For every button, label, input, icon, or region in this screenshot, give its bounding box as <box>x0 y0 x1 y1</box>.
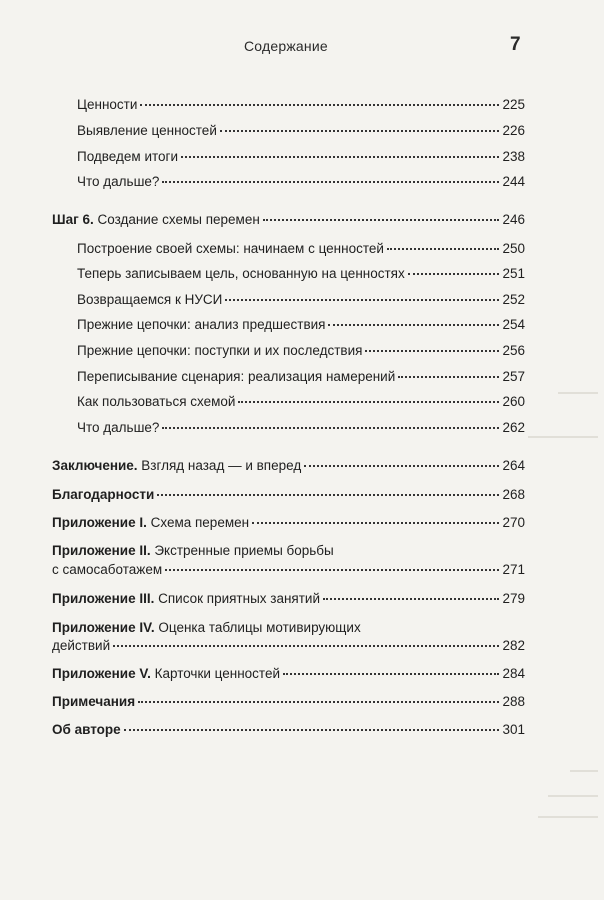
toc-page-number: 246 <box>502 212 525 227</box>
toc-entry-chapter[interactable]: действий 282 <box>52 638 525 653</box>
show-through-mark <box>548 795 598 797</box>
toc-page-number: 262 <box>502 420 525 435</box>
dot-leader <box>162 427 499 429</box>
toc-entry[interactable]: Как пользоваться схемой 260 <box>77 394 525 409</box>
running-head: Содержание <box>244 38 328 54</box>
toc-page-number: 257 <box>502 369 525 384</box>
toc-page-number: 254 <box>502 317 525 332</box>
dot-leader <box>181 156 499 158</box>
toc-page-number: 279 <box>502 591 525 606</box>
toc-entry[interactable]: Что дальше? 262 <box>77 420 525 435</box>
toc-entry[interactable]: Выявление ценностей 226 <box>77 123 525 138</box>
show-through-mark <box>528 436 598 438</box>
dot-leader <box>323 598 499 600</box>
dot-leader <box>113 645 499 647</box>
dot-leader <box>162 181 499 183</box>
toc-entry[interactable]: Переписывание сценария: реализация намерений 257 <box>77 369 525 384</box>
toc-entry-chapter[interactable]: Приложение V. Карточки ценностей 284 <box>52 666 525 681</box>
show-through-mark <box>558 392 598 394</box>
dot-leader <box>157 494 499 496</box>
toc-page-number: 251 <box>502 266 525 281</box>
toc-page-number: 301 <box>502 722 525 737</box>
toc-page-number: 284 <box>502 666 525 681</box>
toc-page-number: 264 <box>502 458 525 473</box>
toc-entry[interactable]: Ценности 225 <box>77 97 525 112</box>
toc-entry-chapter-line1[interactable]: Приложение II. Экстренные приемы борьбы <box>52 543 334 558</box>
dot-leader <box>283 673 499 675</box>
dot-leader <box>220 130 500 132</box>
toc-page-number: 256 <box>502 343 525 358</box>
dot-leader <box>263 219 500 221</box>
dot-leader <box>252 522 499 524</box>
toc-entry-chapter-line1[interactable]: Приложение IV. Оценка таблицы мотивирующих <box>52 620 361 635</box>
toc-entry-chapter[interactable]: Об авторе 301 <box>52 722 525 737</box>
dot-leader <box>408 273 500 275</box>
toc-page-number: 252 <box>502 292 525 307</box>
toc-entry-chapter[interactable]: Примечания 288 <box>52 694 525 709</box>
dot-leader <box>140 104 499 106</box>
dot-leader <box>225 299 499 301</box>
dot-leader <box>365 350 499 352</box>
dot-leader <box>387 248 500 250</box>
toc-entry-chapter[interactable]: с самосаботажем 271 <box>52 562 525 577</box>
toc-entry-chapter[interactable]: Приложение I. Схема перемен 270 <box>52 515 525 530</box>
toc-page-number: 244 <box>502 174 525 189</box>
dot-leader <box>138 701 499 703</box>
dot-leader <box>328 324 499 326</box>
toc-page-number: 270 <box>502 515 525 530</box>
toc-entry[interactable]: Подведем итоги 238 <box>77 149 525 164</box>
toc-entry[interactable]: Теперь записываем цель, основанную на ценностях 251 <box>77 266 525 281</box>
toc-page-number: 238 <box>502 149 525 164</box>
toc-entry[interactable]: Прежние цепочки: анализ предшествия 254 <box>77 317 525 332</box>
page-number: 7 <box>510 34 521 55</box>
dot-leader <box>304 465 499 467</box>
toc-page-number: 250 <box>502 241 525 256</box>
show-through-mark <box>570 770 598 772</box>
toc-page-number: 282 <box>502 638 525 653</box>
toc-page-number: 271 <box>502 562 525 577</box>
toc-entry[interactable]: Прежние цепочки: поступки и их последствия 256 <box>77 343 525 358</box>
toc-page-number: 225 <box>502 97 525 112</box>
toc-page-number: 268 <box>502 487 525 502</box>
show-through-mark <box>538 816 598 818</box>
toc-entry[interactable]: Что дальше? 244 <box>77 174 525 189</box>
dot-leader <box>124 729 500 731</box>
toc-entry[interactable]: Возвращаемся к НУСИ 252 <box>77 292 525 307</box>
dot-leader <box>238 401 499 403</box>
toc-entry-chapter[interactable]: Благодарности 268 <box>52 487 525 502</box>
toc-page-number: 226 <box>502 123 525 138</box>
toc-entry-chapter[interactable]: Заключение. Взгляд назад — и вперед 264 <box>52 458 525 473</box>
toc-entry-chapter[interactable]: Шаг 6. Создание схемы перемен 246 <box>52 212 525 227</box>
dot-leader <box>398 376 499 378</box>
toc-entry-chapter[interactable]: Приложение III. Список приятных занятий 279 <box>52 591 525 606</box>
toc-page-number: 288 <box>502 694 525 709</box>
toc-entry[interactable]: Построение своей схемы: начинаем с ценностей 250 <box>77 241 525 256</box>
dot-leader <box>165 569 499 571</box>
toc-page-number: 260 <box>502 394 525 409</box>
